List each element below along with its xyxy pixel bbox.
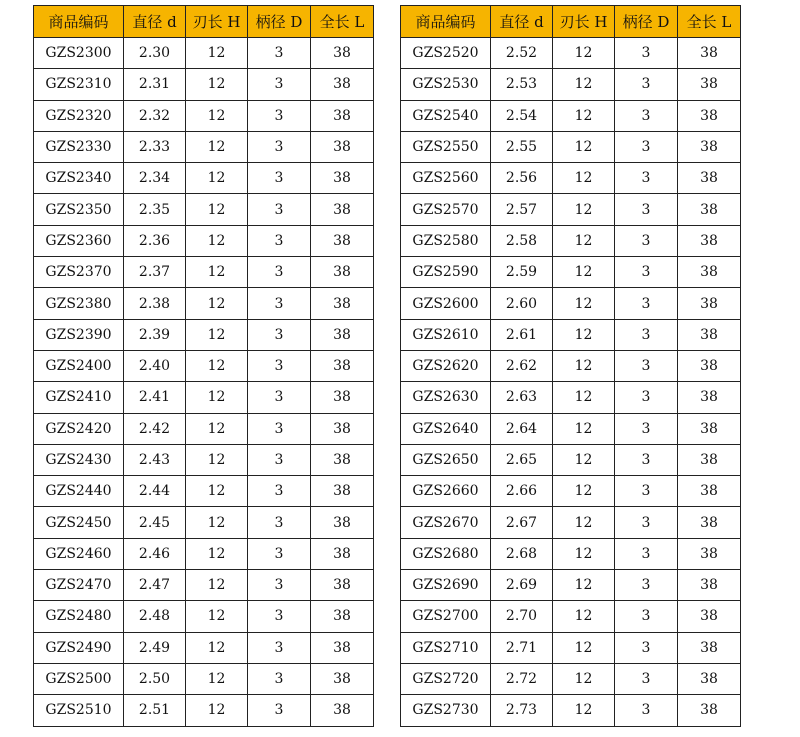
cell-shank-diameter: 3 [248,163,311,194]
cell-diameter: 2.72 [491,663,553,694]
cell-shank-diameter: 3 [615,507,678,538]
cell-shank-diameter: 3 [248,538,311,569]
cell-product-code: GZS2610 [401,319,491,350]
cell-shank-diameter: 3 [615,38,678,69]
cell-overall-length: 38 [311,100,374,131]
cell-diameter: 2.33 [124,131,186,162]
cell-overall-length: 38 [311,570,374,601]
cell-product-code: GZS2460 [34,538,124,569]
cell-overall-length: 38 [311,695,374,726]
cell-diameter: 2.66 [491,476,553,507]
cell-product-code: GZS2630 [401,382,491,413]
cell-diameter: 2.67 [491,507,553,538]
cell-blade-length: 12 [553,350,615,381]
cell-product-code: GZS2370 [34,257,124,288]
cell-diameter: 2.57 [491,194,553,225]
table-row [34,350,374,381]
cell-blade-length: 12 [553,538,615,569]
cell-overall-length: 38 [311,257,374,288]
cell-blade-length: 12 [186,288,248,319]
cell-overall-length: 38 [678,350,741,381]
cell-blade-length: 12 [553,288,615,319]
cell-shank-diameter: 3 [248,131,311,162]
cell-overall-length: 38 [678,507,741,538]
cell-product-code: GZS2490 [34,632,124,663]
cell-overall-length: 38 [311,38,374,69]
cell-overall-length: 38 [311,601,374,632]
cell-product-code: GZS2440 [34,476,124,507]
cell-blade-length: 12 [553,319,615,350]
cell-blade-length: 12 [553,131,615,162]
cell-product-code: GZS2690 [401,570,491,601]
cell-blade-length: 12 [553,38,615,69]
cell-diameter: 2.31 [124,69,186,100]
cell-shank-diameter: 3 [615,163,678,194]
cell-product-code: GZS2670 [401,507,491,538]
cell-blade-length: 12 [186,476,248,507]
cell-blade-length: 12 [186,163,248,194]
cell-product-code: GZS2320 [34,100,124,131]
cell-blade-length: 12 [186,131,248,162]
cell-product-code: GZS2710 [401,632,491,663]
cell-overall-length: 38 [678,225,741,256]
table-row [34,601,374,632]
cell-diameter: 2.35 [124,194,186,225]
cell-product-code: GZS2360 [34,225,124,256]
header-blade-length: 刃长 H [186,6,248,38]
cell-overall-length: 38 [678,382,741,413]
table-row [401,100,741,131]
cell-product-code: GZS2330 [34,131,124,162]
table-row [34,476,374,507]
cell-blade-length: 12 [186,382,248,413]
cell-diameter: 2.56 [491,163,553,194]
cell-shank-diameter: 3 [248,350,311,381]
cell-overall-length: 38 [678,570,741,601]
cell-diameter: 2.40 [124,350,186,381]
cell-blade-length: 12 [553,601,615,632]
cell-product-code: GZS2720 [401,663,491,694]
cell-overall-length: 38 [678,288,741,319]
cell-blade-length: 12 [553,570,615,601]
table-row [34,538,374,569]
table-row [401,382,741,413]
cell-overall-length: 38 [311,507,374,538]
header-diameter: 直径 d [491,6,553,38]
cell-overall-length: 38 [311,319,374,350]
table-row [34,225,374,256]
cell-overall-length: 38 [311,538,374,569]
cell-diameter: 2.58 [491,225,553,256]
table-row [401,194,741,225]
cell-shank-diameter: 3 [248,194,311,225]
cell-blade-length: 12 [553,695,615,726]
cell-diameter: 2.70 [491,601,553,632]
table-row [34,695,374,726]
cell-blade-length: 12 [186,695,248,726]
cell-shank-diameter: 3 [615,570,678,601]
cell-overall-length: 38 [678,695,741,726]
cell-product-code: GZS2540 [401,100,491,131]
cell-blade-length: 12 [186,538,248,569]
cell-product-code: GZS2730 [401,695,491,726]
cell-shank-diameter: 3 [615,382,678,413]
table-row [401,319,741,350]
cell-shank-diameter: 3 [615,131,678,162]
cell-blade-length: 12 [553,444,615,475]
cell-overall-length: 38 [678,38,741,69]
cell-blade-length: 12 [553,163,615,194]
cell-blade-length: 12 [553,476,615,507]
cell-shank-diameter: 3 [615,257,678,288]
cell-product-code: GZS2470 [34,570,124,601]
cell-diameter: 2.45 [124,507,186,538]
cell-diameter: 2.53 [491,69,553,100]
cell-overall-length: 38 [678,257,741,288]
cell-blade-length: 12 [553,100,615,131]
cell-shank-diameter: 3 [248,444,311,475]
cell-overall-length: 38 [311,131,374,162]
cell-shank-diameter: 3 [615,319,678,350]
cell-product-code: GZS2450 [34,507,124,538]
table-row [401,444,741,475]
cell-overall-length: 38 [678,194,741,225]
cell-diameter: 2.64 [491,413,553,444]
cell-blade-length: 12 [186,507,248,538]
cell-shank-diameter: 3 [615,632,678,663]
table-row [34,632,374,663]
cell-shank-diameter: 3 [248,319,311,350]
table-row [401,476,741,507]
cell-overall-length: 38 [311,632,374,663]
cell-shank-diameter: 3 [615,194,678,225]
cell-blade-length: 12 [553,663,615,694]
cell-diameter: 2.55 [491,131,553,162]
cell-diameter: 2.30 [124,38,186,69]
cell-diameter: 2.39 [124,319,186,350]
cell-product-code: GZS2700 [401,601,491,632]
cell-blade-length: 12 [186,319,248,350]
cell-blade-length: 12 [186,257,248,288]
header-shank-diameter: 柄径 D [615,6,678,38]
cell-product-code: GZS2300 [34,38,124,69]
cell-blade-length: 12 [186,100,248,131]
table-row [34,507,374,538]
cell-blade-length: 12 [553,382,615,413]
cell-shank-diameter: 3 [248,69,311,100]
table-row [34,163,374,194]
cell-diameter: 2.60 [491,288,553,319]
cell-diameter: 2.41 [124,382,186,413]
cell-shank-diameter: 3 [248,257,311,288]
cell-product-code: GZS2600 [401,288,491,319]
cell-overall-length: 38 [311,476,374,507]
cell-product-code: GZS2340 [34,163,124,194]
header-row [401,6,741,38]
header-overall-length: 全长 L [678,6,741,38]
cell-shank-diameter: 3 [615,444,678,475]
cell-blade-length: 12 [186,194,248,225]
cell-product-code: GZS2570 [401,194,491,225]
cell-product-code: GZS2680 [401,538,491,569]
cell-overall-length: 38 [311,194,374,225]
cell-shank-diameter: 3 [615,695,678,726]
cell-overall-length: 38 [678,632,741,663]
cell-diameter: 2.32 [124,100,186,131]
cell-blade-length: 12 [186,413,248,444]
cell-product-code: GZS2520 [401,38,491,69]
cell-shank-diameter: 3 [615,100,678,131]
cell-overall-length: 38 [311,350,374,381]
cell-shank-diameter: 3 [615,601,678,632]
cell-diameter: 2.59 [491,257,553,288]
cell-overall-length: 38 [678,131,741,162]
cell-shank-diameter: 3 [615,538,678,569]
header-row [34,6,374,38]
cell-blade-length: 12 [553,69,615,100]
cell-product-code: GZS2530 [401,69,491,100]
cell-blade-length: 12 [553,257,615,288]
cell-diameter: 2.46 [124,538,186,569]
table-row [34,382,374,413]
cell-shank-diameter: 3 [615,288,678,319]
cell-shank-diameter: 3 [248,663,311,694]
cell-blade-length: 12 [553,632,615,663]
cell-overall-length: 38 [311,69,374,100]
cell-overall-length: 38 [678,319,741,350]
table-row [34,194,374,225]
cell-shank-diameter: 3 [248,413,311,444]
cell-diameter: 2.34 [124,163,186,194]
header-product-code: 商品编码 [34,6,124,38]
cell-product-code: GZS2550 [401,131,491,162]
table-row [401,163,741,194]
spec-table-left [33,5,374,727]
cell-blade-length: 12 [186,663,248,694]
cell-product-code: GZS2480 [34,601,124,632]
cell-product-code: GZS2510 [34,695,124,726]
cell-blade-length: 12 [186,601,248,632]
cell-blade-length: 12 [186,632,248,663]
cell-diameter: 2.61 [491,319,553,350]
cell-shank-diameter: 3 [615,663,678,694]
cell-product-code: GZS2580 [401,225,491,256]
table-body-right [401,38,741,727]
cell-overall-length: 38 [678,601,741,632]
table-row [34,131,374,162]
cell-overall-length: 38 [678,476,741,507]
cell-diameter: 2.48 [124,601,186,632]
cell-shank-diameter: 3 [248,382,311,413]
cell-product-code: GZS2500 [34,663,124,694]
cell-overall-length: 38 [678,69,741,100]
cell-product-code: GZS2310 [34,69,124,100]
cell-overall-length: 38 [678,413,741,444]
cell-diameter: 2.62 [491,350,553,381]
cell-product-code: GZS2590 [401,257,491,288]
cell-product-code: GZS2400 [34,350,124,381]
cell-diameter: 2.68 [491,538,553,569]
cell-overall-length: 38 [311,288,374,319]
spec-table-right [400,5,741,727]
cell-shank-diameter: 3 [248,38,311,69]
cell-blade-length: 12 [186,350,248,381]
cell-diameter: 2.42 [124,413,186,444]
cell-shank-diameter: 3 [248,695,311,726]
table-row [401,350,741,381]
cell-product-code: GZS2650 [401,444,491,475]
cell-shank-diameter: 3 [248,632,311,663]
cell-blade-length: 12 [186,69,248,100]
cell-product-code: GZS2390 [34,319,124,350]
cell-shank-diameter: 3 [248,100,311,131]
table-row [401,69,741,100]
cell-blade-length: 12 [186,444,248,475]
cell-product-code: GZS2640 [401,413,491,444]
cell-shank-diameter: 3 [615,225,678,256]
cell-diameter: 2.54 [491,100,553,131]
table-row [34,69,374,100]
cell-overall-length: 38 [311,663,374,694]
cell-overall-length: 38 [678,663,741,694]
cell-shank-diameter: 3 [248,225,311,256]
cell-blade-length: 12 [553,194,615,225]
cell-blade-length: 12 [186,38,248,69]
cell-shank-diameter: 3 [248,570,311,601]
table-row [34,413,374,444]
table-row [401,695,741,726]
cell-product-code: GZS2420 [34,413,124,444]
cell-diameter: 2.37 [124,257,186,288]
cell-diameter: 2.71 [491,632,553,663]
cell-shank-diameter: 3 [248,601,311,632]
table-row [401,632,741,663]
cell-blade-length: 12 [553,225,615,256]
table-row [34,663,374,694]
cell-shank-diameter: 3 [615,413,678,444]
header-shank-diameter: 柄径 D [248,6,311,38]
cell-overall-length: 38 [311,413,374,444]
table-row [34,570,374,601]
cell-product-code: GZS2560 [401,163,491,194]
cell-blade-length: 12 [553,507,615,538]
cell-diameter: 2.49 [124,632,186,663]
table-row [34,100,374,131]
cell-diameter: 2.73 [491,695,553,726]
table-row [401,257,741,288]
table-row [401,288,741,319]
cell-diameter: 2.52 [491,38,553,69]
table-body-left [34,38,374,727]
cell-shank-diameter: 3 [248,507,311,538]
table-row [401,663,741,694]
cell-overall-length: 38 [311,382,374,413]
cell-diameter: 2.63 [491,382,553,413]
cell-blade-length: 12 [553,413,615,444]
cell-diameter: 2.38 [124,288,186,319]
table-row [401,601,741,632]
table-row [34,288,374,319]
table-row [34,444,374,475]
table-row [401,538,741,569]
cell-diameter: 2.69 [491,570,553,601]
cell-overall-length: 38 [678,538,741,569]
cell-product-code: GZS2410 [34,382,124,413]
header-overall-length: 全长 L [311,6,374,38]
table-row [401,38,741,69]
table-row [34,38,374,69]
header-product-code: 商品编码 [401,6,491,38]
cell-diameter: 2.47 [124,570,186,601]
cell-overall-length: 38 [678,444,741,475]
table-row [401,507,741,538]
cell-overall-length: 38 [678,100,741,131]
cell-diameter: 2.44 [124,476,186,507]
header-diameter: 直径 d [124,6,186,38]
table-row [401,413,741,444]
table-row [401,225,741,256]
cell-shank-diameter: 3 [615,476,678,507]
cell-shank-diameter: 3 [248,288,311,319]
cell-overall-length: 38 [678,163,741,194]
cell-product-code: GZS2660 [401,476,491,507]
cell-diameter: 2.51 [124,695,186,726]
table-row [34,319,374,350]
cell-blade-length: 12 [186,570,248,601]
cell-blade-length: 12 [186,225,248,256]
cell-shank-diameter: 3 [615,350,678,381]
cell-diameter: 2.43 [124,444,186,475]
cell-product-code: GZS2620 [401,350,491,381]
cell-diameter: 2.36 [124,225,186,256]
cell-diameter: 2.65 [491,444,553,475]
table-row [34,257,374,288]
cell-diameter: 2.50 [124,663,186,694]
cell-product-code: GZS2380 [34,288,124,319]
header-blade-length: 刃长 H [553,6,615,38]
cell-overall-length: 38 [311,444,374,475]
cell-overall-length: 38 [311,225,374,256]
table-row [401,570,741,601]
cell-shank-diameter: 3 [615,69,678,100]
cell-product-code: GZS2430 [34,444,124,475]
table-row [401,131,741,162]
cell-shank-diameter: 3 [248,476,311,507]
cell-product-code: GZS2350 [34,194,124,225]
cell-overall-length: 38 [311,163,374,194]
